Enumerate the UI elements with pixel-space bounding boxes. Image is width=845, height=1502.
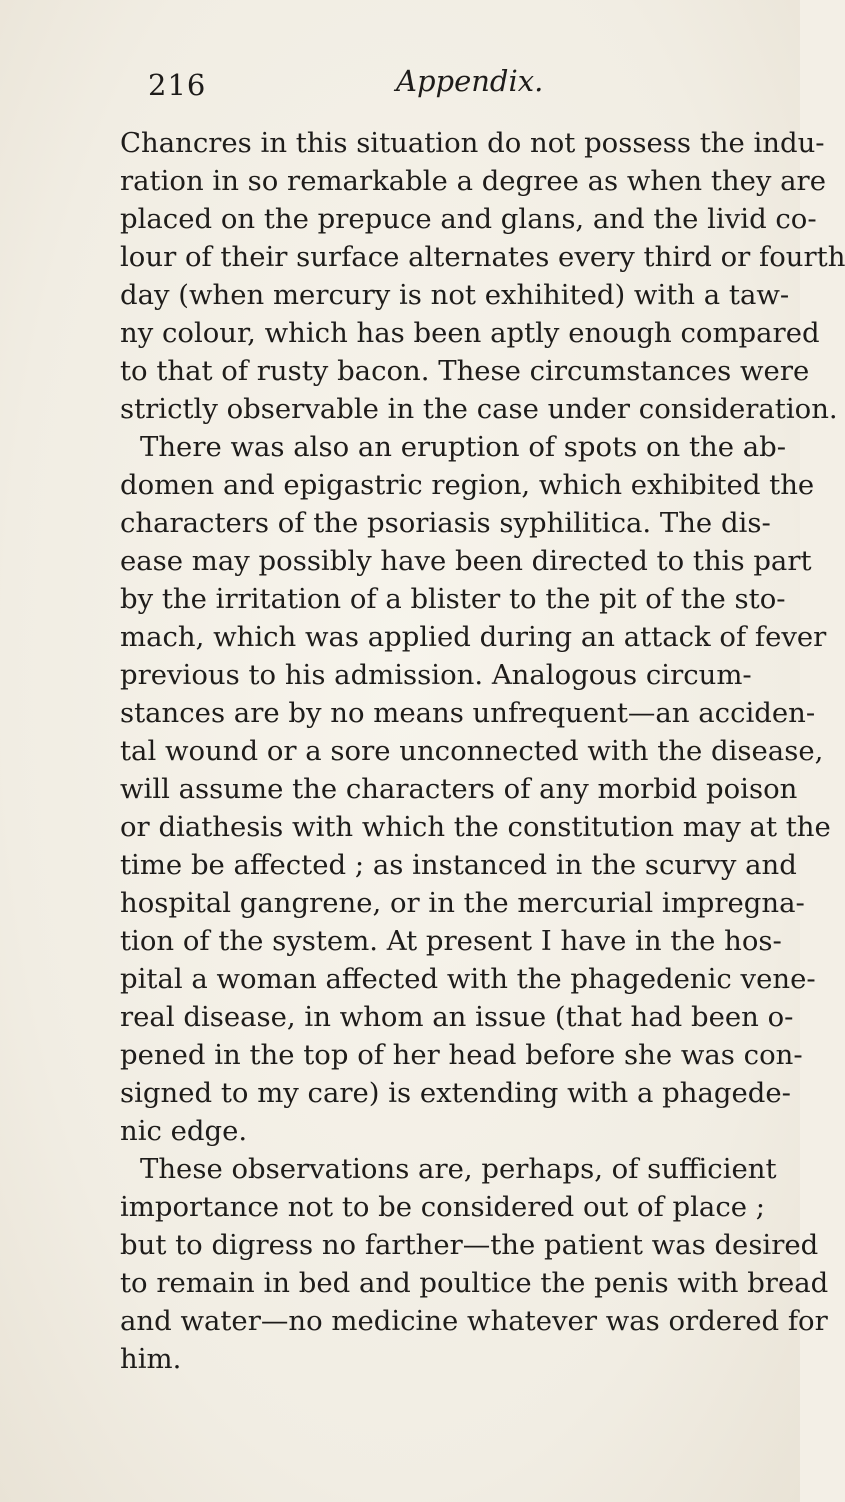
text-line: but to digress no farther—the patient was desired [120, 1229, 819, 1261]
text-line: domen and epigastric region, which exhibited the [120, 469, 815, 501]
text-line: and water—no medicine whatever was ordered for [120, 1305, 828, 1337]
text-line: These observations are, perhaps, of sufficient [140, 1153, 777, 1185]
text-line: characters of the psoriasis syphilitica. The dis- [120, 507, 771, 539]
page-header [148, 64, 708, 108]
text-line: Chancres in this situation do not possess the indu- [120, 127, 825, 159]
text-line: day (when mercury is not exhihited) with a taw- [120, 279, 790, 311]
text-line: by the irritation of a blister to the pit of the sto- [120, 583, 786, 615]
text-line: nic edge. [120, 1115, 248, 1147]
text-line: ny colour, which has been aptly enough compared [120, 317, 820, 349]
page-number: 216 [148, 68, 207, 102]
text-line: tion of the system. At present I have in the hos- [120, 925, 782, 957]
text-line: to remain in bed and poultice the penis with bread [120, 1267, 829, 1299]
text-line: pened in the top of her head before she was con- [120, 1039, 803, 1071]
text-line: time be affected ; as instanced in the scurvy and [120, 849, 797, 881]
text-line: stances are by no means unfrequent—an acciden- [120, 697, 816, 729]
text-line: signed to my care) is extending with a phagede- [120, 1077, 791, 1109]
text-line: tal wound or a sore unconnected with the disease, [120, 735, 824, 767]
running-head: Appendix. [396, 64, 544, 98]
text-line: him. [120, 1343, 182, 1375]
text-line: pital a woman affected with the phagedenic vene- [120, 963, 816, 995]
text-line: There was also an eruption of spots on the ab- [140, 431, 787, 463]
text-line: strictly observable in the case under consideration. [120, 393, 838, 425]
text-line: mach, which was applied during an attack of fever [120, 621, 827, 653]
text-line: previous to his admission. Analogous circum- [120, 659, 752, 691]
text-line: lour of their surface alternates every third or fourth [120, 241, 845, 273]
text-line: ration in so remarkable a degree as when they are [120, 165, 826, 197]
text-line: real disease, in whom an issue (that had been o- [120, 1001, 794, 1033]
text-line: ease may possibly have been directed to this part [120, 545, 812, 577]
text-line: or diathesis with which the constitution may at the [120, 811, 831, 843]
text-line: hospital gangrene, or in the mercurial impregna- [120, 887, 805, 919]
text-line: will assume the characters of any morbid poison [120, 773, 798, 805]
text-line: importance not to be considered out of place ; [120, 1191, 766, 1223]
text-line: placed on the prepuce and glans, and the livid co- [120, 203, 817, 235]
text-line: to that of rusty bacon. These circumstances were [120, 355, 810, 387]
